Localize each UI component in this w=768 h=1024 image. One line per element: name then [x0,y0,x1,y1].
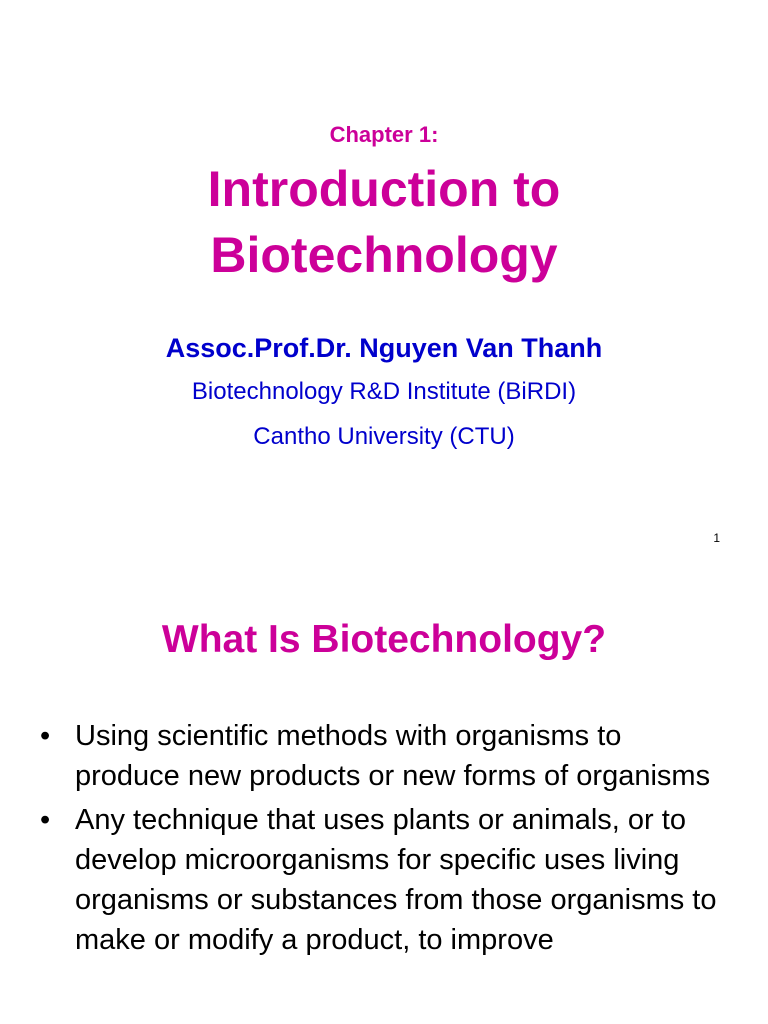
affiliation-institute: Biotechnology R&D Institute (BiRDI) [191,378,577,405]
slide-heading: What Is Biotechnology? [161,618,607,661]
main-title [0,156,768,288]
bullet-list [40,716,730,964]
chapter-label: Chapter 1: [329,122,439,147]
bullet-icon: • [40,804,51,836]
page-number: 1 [713,531,720,545]
author-name: Assoc.Prof.Dr. Nguyen Van Thanh [165,333,603,363]
bullet-text: Using scientific methods with organisms to produce new products or new forms of organisms [75,720,711,792]
bullet-item [40,800,730,960]
main-title-line-2: Biotechnology [210,227,558,283]
main-title-line-1: Introduction to [207,161,561,217]
definition-slide [0,576,768,1024]
bullet-text: Any technique that uses plants or animals, or to develop microorganisms for specific uses living organisms or substances from those organisms to make or modify a product, to improve [75,804,717,956]
affiliation-university: Cantho University (CTU) [253,423,515,450]
bullet-item [40,716,730,796]
bullet-icon: • [40,720,51,752]
